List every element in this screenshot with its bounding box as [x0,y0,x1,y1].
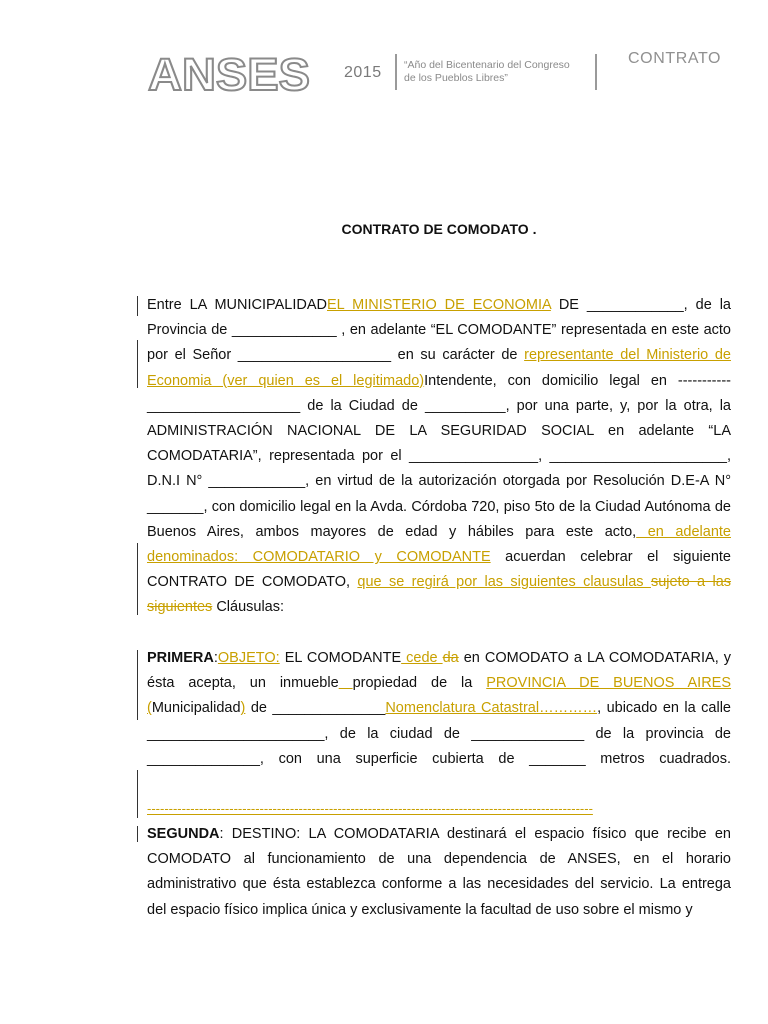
clause-label: PRIMERA [147,650,214,666]
motto-line: “Año del Bicentenario del Congreso [404,59,570,71]
text-run: : DESTINO: LA COMODATARIA destinará el espacio físico que recibe en COMODATO al funcionamiento de una dependencia de ANSES, en el horario administrativo que ésta establezca conforme a las necesidades del servicio. La entrega del espacio físico implica única y exclusivamente la facultad de uso sobre el mismo y [147,826,731,918]
inserted-text: representante del Ministerio de Economia (ver quien es el legitimado) [147,347,731,389]
clause-primera [147,646,731,772]
inserted-text: ) [240,700,246,717]
text-run: EL COMODANTE [279,650,402,666]
intro-paragraph [147,293,731,621]
text-run: DE ____________, de la Provincia de _____________ , en adelante “EL COMODANTE” representada en este acto por el Señor ___________________ en su carácter de [147,297,731,364]
inserted-dash-line: ------------------------------------------------------------------------------------------------------- [147,801,593,816]
text-run: Entre LA MUNICIPALIDAD [147,297,327,313]
inserted-text: OBJETO: [217,650,280,666]
text-run: en COMODATO a LA COMODATARIA, y ésta acepta, un inmueble [147,650,731,692]
text-run: Cláusulas: [212,599,285,616]
header-divider [595,54,597,90]
change-bar [137,650,138,720]
inserted-text [339,675,353,691]
inserted-text: cede [401,650,443,666]
change-bar [137,770,138,818]
text-run: propiedad de la [352,675,487,692]
text-run: Intendente, con domicilio legal en -----------___________________ de la Ciudad de __________, por una parte, y, por la otra, la ADMINISTRACIÓN NACIONAL DE LA SEGURIDAD SOCIAL en adelante “LA COMODATARIA”, representada por el ________________, ______________________, D.N.I N° ____________, en virtud de la autorización otorgada por Resolución D.E-A N° _______, con domicilio legal en la Avda. Córdoba 720, piso 5to de la Ciudad Autónoma de Buenos Aires, ambos mayores de edad y hábiles para este acto, [147,372,731,540]
deleted-text: da [442,650,459,666]
inserted-text: en adelante denominados: COMODATARIO y COMODANTE [147,523,731,566]
document-label: CONTRATO [628,50,722,67]
change-bar [137,340,138,388]
page-header [147,48,737,98]
change-bar [137,296,138,316]
text-run: acuerdan celebrar el siguiente CONTRATO DE COMODATO, [147,549,731,591]
inserted-text: Nomenclatura Catastral………… [385,700,598,717]
change-bar [137,826,138,842]
inserted-text: que se regirá por las siguientes clausulas [357,574,651,591]
inserted-text: PROVINCIA DE BUENOS AIRES ( [147,675,732,717]
header-motto [404,59,594,84]
change-bar [137,543,138,615]
motto-line: de los Pueblos Libres” [404,71,508,84]
text-run: : [213,650,218,666]
text-run: de ______________ [245,700,386,717]
deleted-text: sujeto a las siguientes [147,574,732,616]
clause-label: SEGUNDA [147,826,220,842]
logo-text: ANSES [148,50,310,96]
clause-segunda [147,822,731,923]
inserted-text: EL MINISTERIO DE ECONOMIA [327,297,551,313]
header-divider [395,54,397,90]
text-run: Municipalidad [151,700,241,717]
document-title: CONTRATO DE COMODATO . [341,221,537,237]
anses-logo [147,50,317,96]
text-run: , ubicado en la calle ______________________, de la ciudad de ______________ de la provincia de ______________, con una superficie cubierta de _______ metros cuadrados. [147,700,731,767]
header-year: 2015 [344,64,382,81]
